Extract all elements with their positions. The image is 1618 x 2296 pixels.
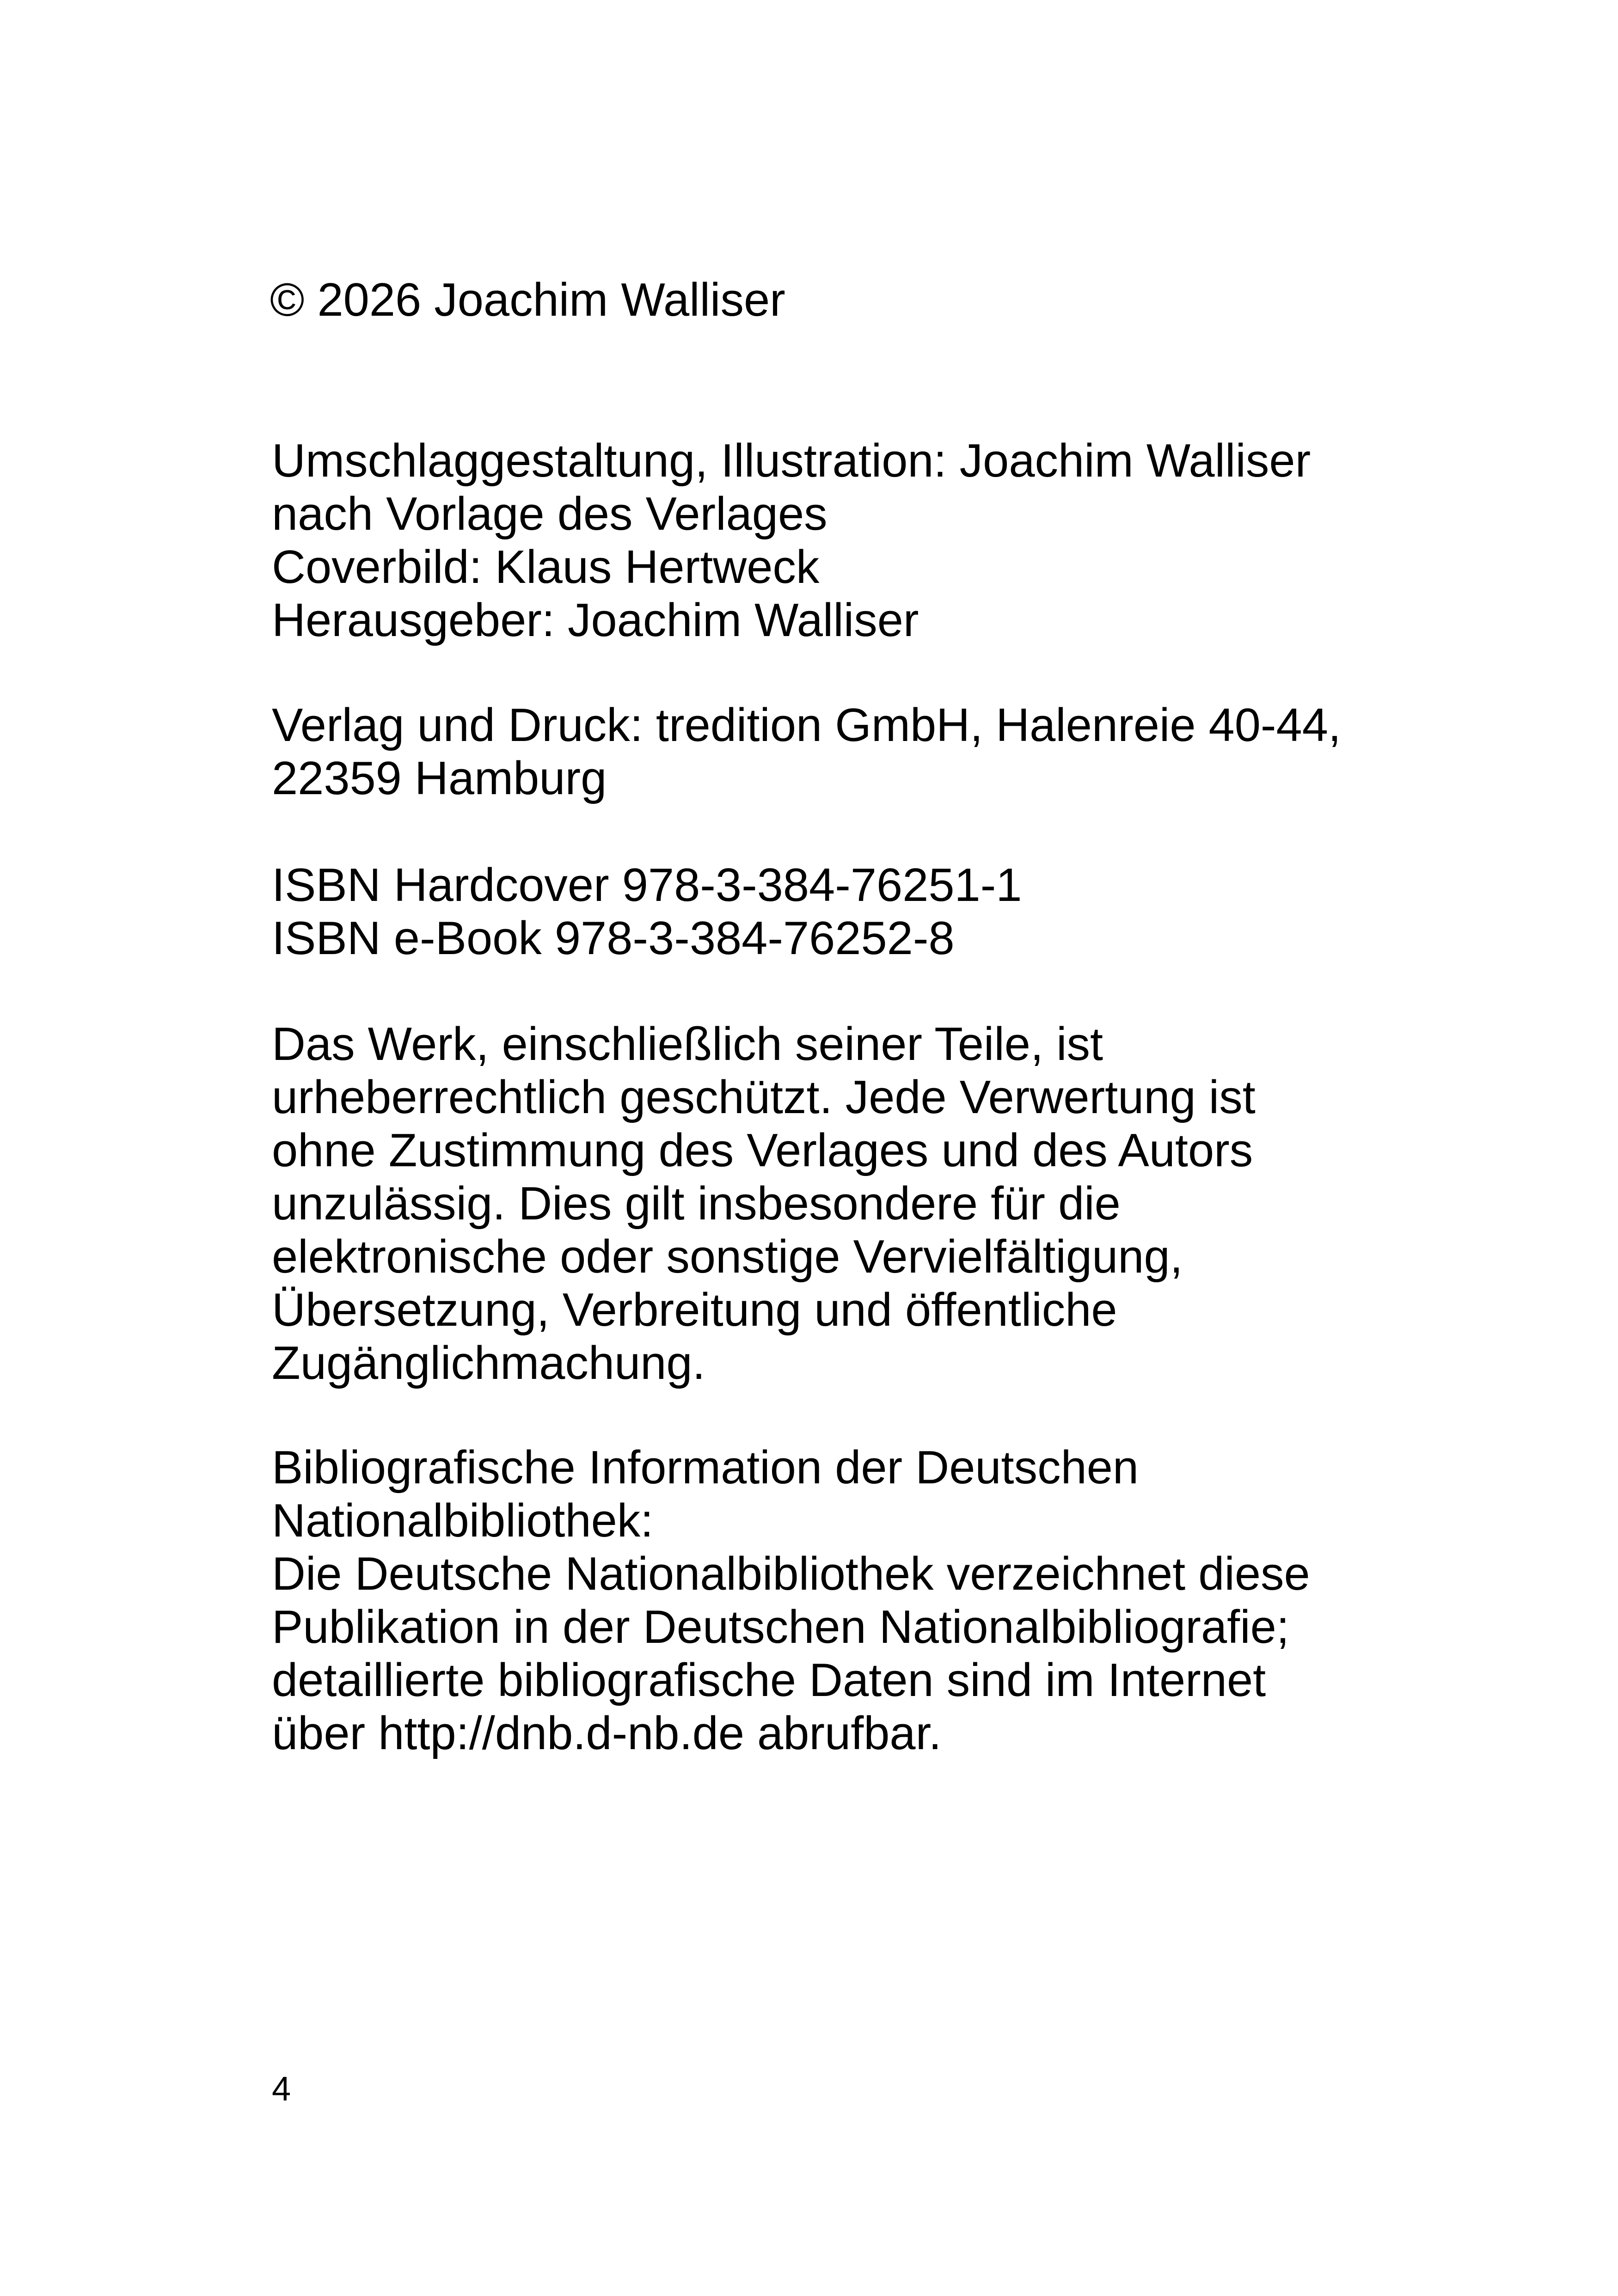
page-number: 4 — [272, 2069, 291, 2108]
credits-block — [272, 435, 1311, 647]
credits-line: Coverbild: Klaus Hertweck — [272, 541, 820, 593]
bibliography-line: Bibliografische Information der Deutschen — [272, 1442, 1139, 1494]
bibliography-line: Die Deutsche Nationalbibliothek verzeichnet diese — [272, 1548, 1310, 1600]
legal-line: ohne Zustimmung des Verlages und des Autors — [272, 1125, 1253, 1176]
legal-line: Das Werk, einschließlich seiner Teile, ist — [272, 1018, 1103, 1070]
bibliography-line: Nationalbibliothek: — [272, 1495, 654, 1547]
isbn-line: ISBN Hardcover 978-3-384-76251-1 — [272, 859, 1022, 911]
publisher-line: Verlag und Druck: tredition GmbH, Halenreie 40-44, — [272, 699, 1341, 751]
credits-line: nach Vorlage des Verlages — [272, 488, 827, 540]
legal-notice — [272, 1018, 1256, 1390]
publisher-line: 22359 Hamburg — [272, 753, 607, 804]
copyright-line: © 2026 Joachim Walliser — [270, 274, 785, 326]
publisher-block — [272, 699, 1341, 805]
copyright-notice — [270, 274, 785, 327]
legal-line: elektronische oder sonstige Vervielfältigung, — [272, 1231, 1183, 1283]
isbn-block — [272, 859, 1022, 965]
bibliographic-info — [272, 1441, 1310, 1760]
credits-line: Umschlaggestaltung, Illustration: Joachim Walliser — [272, 435, 1311, 487]
legal-line: Übersetzung, Verbreitung und öffentliche — [272, 1284, 1117, 1336]
credits-line: Herausgeber: Joachim Walliser — [272, 594, 919, 646]
isbn-line: ISBN e-Book 978-3-384-76252-8 — [272, 912, 955, 964]
legal-line: Zugänglichmachung. — [272, 1337, 705, 1389]
bibliography-line: über http://dnb.d-nb.de abrufbar. — [272, 1708, 942, 1759]
legal-line: urheberrechtlich geschützt. Jede Verwertung ist — [272, 1071, 1256, 1123]
legal-line: unzulässig. Dies gilt insbesondere für die — [272, 1178, 1121, 1230]
bibliography-line: detaillierte bibliografische Daten sind im Internet — [272, 1654, 1266, 1706]
bibliography-line: Publikation in der Deutschen Nationalbibliografie; — [272, 1601, 1289, 1653]
